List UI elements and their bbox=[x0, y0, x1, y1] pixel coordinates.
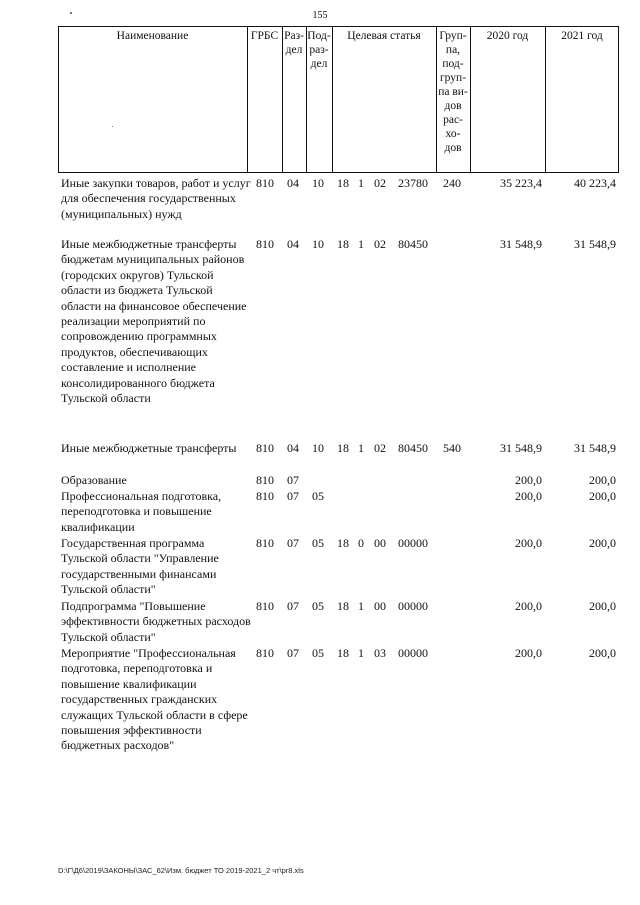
row-target-subprogram: 0 bbox=[358, 536, 364, 550]
row-target-program: 18 bbox=[337, 599, 349, 613]
row-target-event: 02 bbox=[374, 441, 386, 455]
row-name: Мероприятие "Профессиональная подготовка, переподготовка и повышение квалификации государственных гражданских служащих Тульской области в сфере повышения эффективности бюджетных расходов" bbox=[61, 646, 248, 753]
row-target-subprogram: 1 bbox=[358, 441, 364, 455]
header-podrazdel: Под- раз- дел bbox=[307, 30, 331, 70]
table-header-frame bbox=[58, 26, 619, 173]
header-target-article: Целевая статья bbox=[347, 30, 421, 42]
row-name: Государственная программа Тульской области "Управление государственными финансами Тульской области" bbox=[61, 536, 219, 597]
row-target-program: 18 bbox=[337, 536, 349, 550]
row-grbs: 810 bbox=[256, 176, 274, 190]
row-podrazdel: 10 bbox=[312, 176, 324, 190]
row-value-2020: 200,0 bbox=[515, 536, 542, 550]
row-grbs: 810 bbox=[256, 441, 274, 455]
scan-speck bbox=[112, 126, 113, 127]
row-podrazdel: 05 bbox=[312, 599, 324, 613]
row-grbs: 810 bbox=[256, 237, 274, 251]
row-target-subprogram: 1 bbox=[358, 237, 364, 251]
row-podrazdel: 05 bbox=[312, 536, 324, 550]
row-razdel: 04 bbox=[287, 176, 299, 190]
row-target-code: 00000 bbox=[398, 599, 428, 613]
row-target-event: 02 bbox=[374, 237, 386, 251]
header-2020: 2020 год bbox=[486, 30, 529, 42]
row-target-event: 00 bbox=[374, 599, 386, 613]
row-target-code: 80450 bbox=[398, 237, 428, 251]
row-target-program: 18 bbox=[337, 237, 349, 251]
row-value-2021: 40 223,4 bbox=[574, 176, 616, 190]
row-podrazdel: 05 bbox=[312, 489, 324, 503]
header-expense-group: Груп- па, под- груп- па ви- дов рас- хо- дов bbox=[438, 30, 468, 154]
row-grbs: 810 bbox=[256, 646, 274, 660]
row-target-event: 03 bbox=[374, 646, 386, 660]
row-value-2021: 200,0 bbox=[589, 599, 616, 613]
row-grbs: 810 bbox=[256, 473, 274, 487]
row-value-2020: 200,0 bbox=[515, 599, 542, 613]
row-razdel: 07 bbox=[287, 489, 299, 503]
row-value-2020: 31 548,9 bbox=[500, 441, 542, 455]
column-divider bbox=[470, 26, 471, 173]
row-name: Иные межбюджетные трансферты bbox=[61, 441, 237, 455]
row-value-2021: 31 548,9 bbox=[574, 237, 616, 251]
row-target-code: 23780 bbox=[398, 176, 428, 190]
row-podrazdel: 10 bbox=[312, 441, 324, 455]
row-target-program: 18 bbox=[337, 176, 349, 190]
column-divider bbox=[247, 26, 248, 173]
row-value-2021: 200,0 bbox=[589, 489, 616, 503]
row-target-subprogram: 1 bbox=[358, 176, 364, 190]
row-grbs: 810 bbox=[256, 536, 274, 550]
row-value-2021: 200,0 bbox=[589, 646, 616, 660]
row-value-2020: 200,0 bbox=[515, 473, 542, 487]
row-name: Иные межбюджетные трансферты бюджетам муниципальных районов (городских округов) Тульской области из бюджета Тульской области на финансовое обеспечение реализации мероприятий по сопровождению программных продуктов, обеспечивающих составление и исполнение консолидированного бюджета Тульской области bbox=[61, 237, 247, 406]
column-divider bbox=[545, 26, 546, 173]
row-podrazdel: 05 bbox=[312, 646, 324, 660]
row-target-subprogram: 1 bbox=[358, 646, 364, 660]
row-target-event: 02 bbox=[374, 176, 386, 190]
row-name: Подпрограмма "Повышение эффективности бюджетных расходов Тульской области" bbox=[61, 599, 251, 644]
row-value-2020: 35 223,4 bbox=[500, 176, 542, 190]
row-name: Образование bbox=[61, 473, 127, 487]
row-name: Профессиональная подготовка, переподготовка и повышение квалификации bbox=[61, 489, 222, 534]
scan-speck bbox=[70, 12, 72, 14]
row-target-event: 00 bbox=[374, 536, 386, 550]
row-value-2020: 200,0 bbox=[515, 489, 542, 503]
row-value-2021: 31 548,9 bbox=[574, 441, 616, 455]
page-number: 155 bbox=[312, 10, 328, 21]
row-grbs: 810 bbox=[256, 599, 274, 613]
header-grbs: ГРБС bbox=[250, 30, 279, 42]
file-path-footer: D:\Г\Д6\2019\ЗАКОНЫ\ЗАС_62\Изм. бюджет ТО 2019-2021_2 чт\pr8.xls bbox=[58, 866, 304, 875]
row-target-code: 00000 bbox=[398, 646, 428, 660]
row-value-2020: 31 548,9 bbox=[500, 237, 542, 251]
row-expense-type: 240 bbox=[443, 176, 461, 190]
row-razdel: 07 bbox=[287, 646, 299, 660]
row-value-2020: 200,0 bbox=[515, 646, 542, 660]
row-grbs: 810 bbox=[256, 489, 274, 503]
row-value-2021: 200,0 bbox=[589, 473, 616, 487]
row-target-subprogram: 1 bbox=[358, 599, 364, 613]
row-value-2021: 200,0 bbox=[589, 536, 616, 550]
row-razdel: 04 bbox=[287, 237, 299, 251]
row-razdel: 04 bbox=[287, 441, 299, 455]
header-2021: 2021 год bbox=[561, 30, 603, 42]
row-razdel: 07 bbox=[287, 536, 299, 550]
row-expense-type: 540 bbox=[443, 441, 461, 455]
header-razdel: Раз- дел bbox=[284, 30, 304, 56]
row-target-code: 00000 bbox=[398, 536, 428, 550]
row-target-code: 80450 bbox=[398, 441, 428, 455]
row-podrazdel: 10 bbox=[312, 237, 324, 251]
header-name: Наименование bbox=[116, 30, 189, 42]
row-target-program: 18 bbox=[337, 646, 349, 660]
row-target-program: 18 bbox=[337, 441, 349, 455]
row-razdel: 07 bbox=[287, 599, 299, 613]
column-divider bbox=[332, 26, 333, 173]
row-name: Иные закупки товаров, работ и услуг для обеспечения государственных (муниципальных) нужд bbox=[61, 176, 251, 221]
row-razdel: 07 bbox=[287, 473, 299, 487]
